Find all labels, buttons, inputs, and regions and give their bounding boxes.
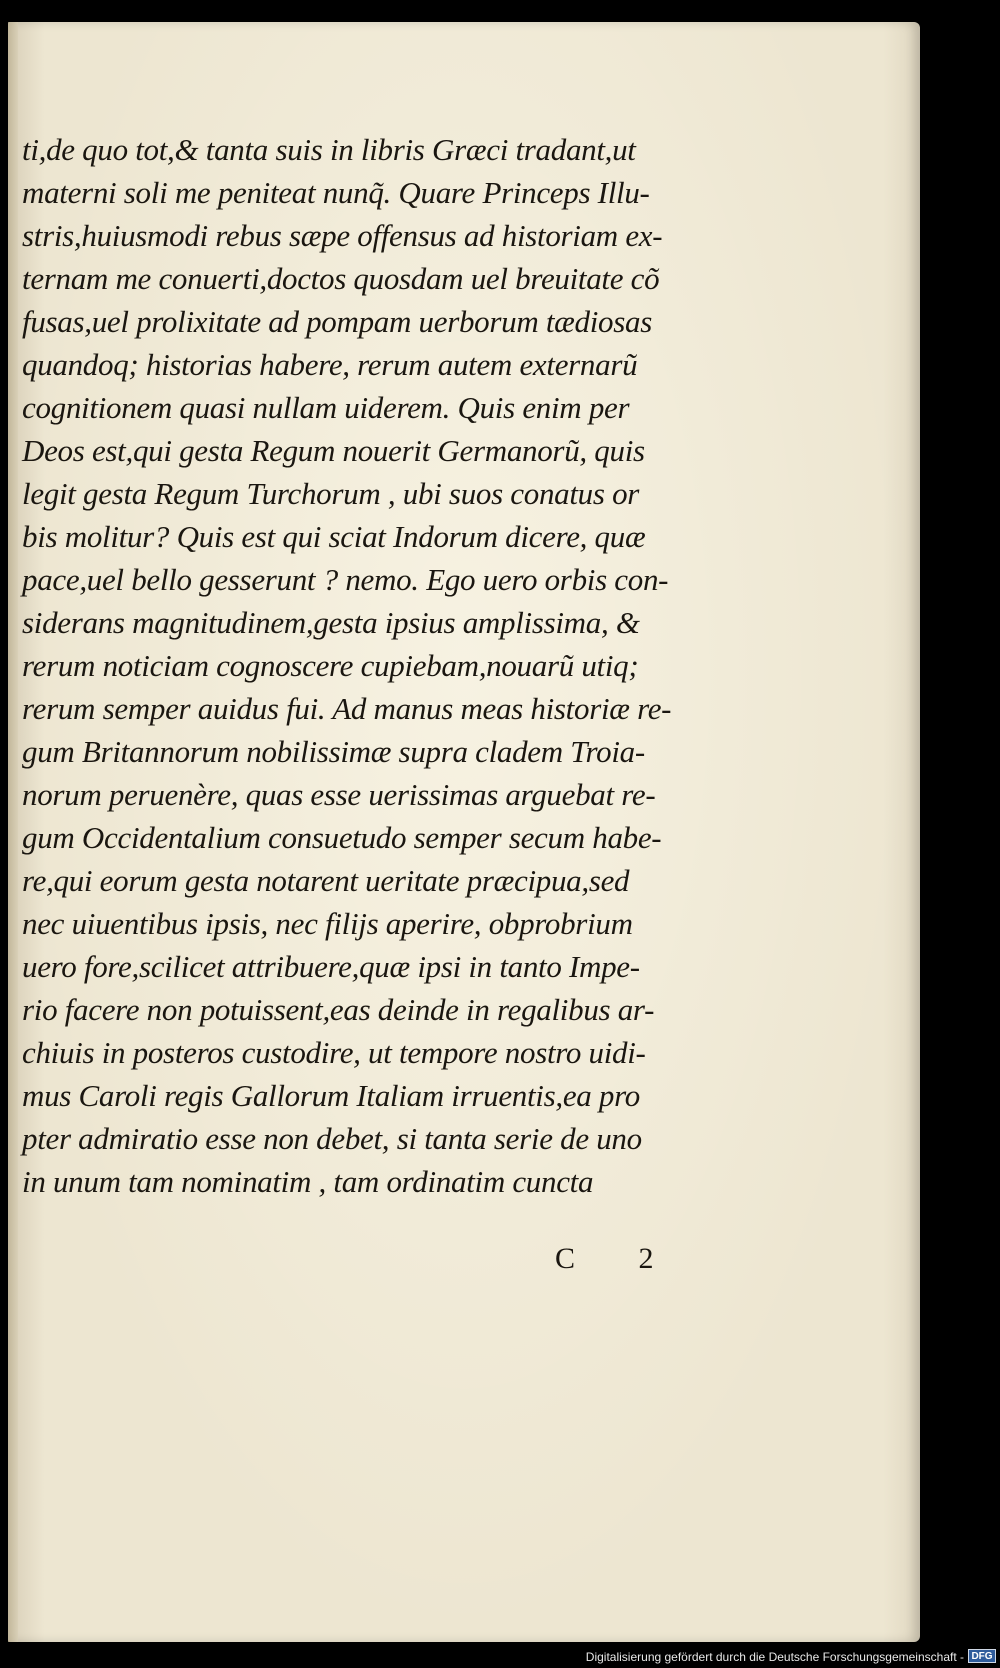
- text-line: pace,uel bello gesserunt ? nemo. Ego uero orbis con-: [22, 562, 669, 597]
- text-line: uero fore,scilicet attribuere,quæ ipsi in tanto Impe-: [22, 949, 640, 984]
- text-line: norum peruenère, quas esse uerissimas arguebat re-: [22, 777, 656, 812]
- text-line: cognitionem quasi nullam uiderem. Quis enim per: [22, 390, 630, 425]
- page-text: [22, 128, 742, 1203]
- text-line: materni soli me peniteat nunq̃. Quare Princeps Illu-: [22, 175, 650, 210]
- text-line: rerum noticiam cognoscere cupiebam,nouarũ utiq;: [22, 648, 639, 683]
- text-line: legit gesta Regum Turchorum , ubi suos conatus or: [22, 476, 640, 511]
- funding-credit: Digitalisierung gefördert durch die Deutsche Forschungsgemeinschaft -: [585, 1650, 964, 1664]
- text-line: ti,de quo tot,& tanta suis in libris Græci tradant,ut: [22, 132, 636, 167]
- text-line: bis molitur? Quis est qui sciat Indorum dicere, quæ: [22, 519, 646, 554]
- text-line: fusas,uel prolixitate ad pompam uerborum tædiosas: [22, 304, 652, 339]
- text-line: Deos est,qui gesta Regum nouerit Germanorũ, quis: [22, 433, 645, 468]
- text-line: gum Occidentalium consuetudo semper secum habe-: [22, 820, 662, 855]
- signature-mark: C 2: [555, 1242, 682, 1275]
- page-gutter: [8, 22, 18, 1642]
- text-line: mus Caroli regis Gallorum Italiam irruentis,ea pro: [22, 1078, 640, 1113]
- text-line: rerum semper auidus fui. Ad manus meas historiæ re-: [22, 691, 672, 726]
- text-line: stris,huiusmodi rebus sæpe offensus ad historiam ex-: [22, 218, 663, 253]
- text-line: in unum tam nominatim , tam ordinatim cuncta: [22, 1164, 594, 1199]
- text-line: nec uiuentibus ipsis, nec filijs aperire, obprobrium: [22, 906, 633, 941]
- text-line: chiuis in posteros custodire, ut tempore nostro uidi-: [22, 1035, 646, 1070]
- text-line: siderans magnitudinem,gesta ipsius amplissima, &: [22, 605, 640, 640]
- text-line: gum Britannorum nobilissimæ supra cladem Troia-: [22, 734, 645, 769]
- text-line: rio facere non potuissent,eas deinde in regalibus ar-: [22, 992, 655, 1027]
- text-line: ternam me conuerti,doctos quosdam uel breuitate cõ: [22, 261, 660, 296]
- dfg-logo[interactable]: DFG: [968, 1649, 996, 1663]
- text-line: re,qui eorum gesta notarent ueritate præcipua,sed: [22, 863, 630, 898]
- text-line: pter admiratio esse non debet, si tanta serie de uno: [22, 1121, 642, 1156]
- text-line: quandoq; historias habere, rerum autem externarũ: [22, 347, 638, 382]
